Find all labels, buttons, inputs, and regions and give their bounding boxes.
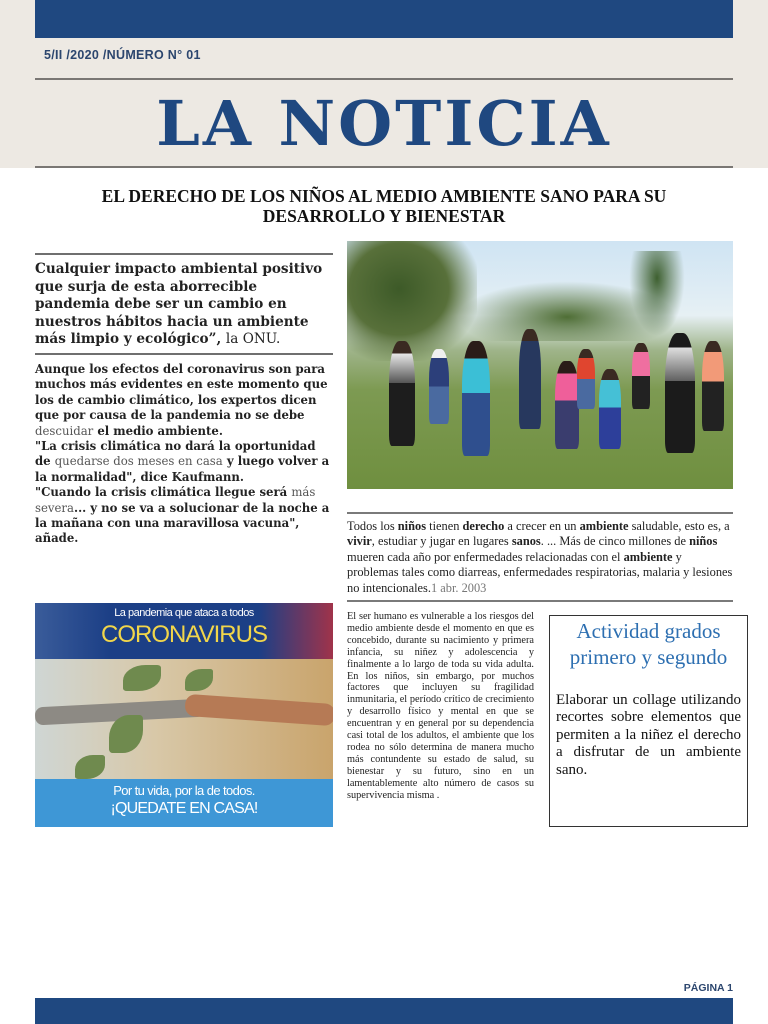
headline-line-1: EL DERECHO DE LOS NIÑOS AL MEDIO AMBIENTE SANO PARA SU xyxy=(101,186,667,206)
activity-title: Actividad grados primero y segundo xyxy=(569,619,728,669)
left-article-paragraph-3: "Cuando la crisis climática llegue será más severa... y no se va a solucionar de la noche a la mañana con una maravillosa vacuna", añade. xyxy=(35,485,330,546)
coronavirus-poster-image xyxy=(35,603,333,827)
masthead-bottom-rule xyxy=(35,166,733,168)
leaf-icon xyxy=(75,755,105,779)
activity-instructions: Elaborar un collage utilizando recortes sobre elementos que permiten a la niñez el derecho a disfrutar de un ambiente sano. xyxy=(556,692,741,778)
page-number: PÁGINA 1 xyxy=(683,982,733,994)
poster-illustration xyxy=(35,659,333,779)
top-color-bar xyxy=(35,0,733,38)
human-arm-illustration xyxy=(184,694,333,726)
left-article-paragraph-2: "La crisis climática no dará la oportunidad de quedarse dos meses en casa y luego volver a la normalidad", dice Kaufmann. xyxy=(35,439,330,484)
poster-footer xyxy=(35,779,333,827)
activity-box xyxy=(549,615,748,827)
pull-quote xyxy=(35,253,333,355)
photo-children-playing xyxy=(347,241,733,489)
middle-article: El ser humano es vulnerable a los riesgos del medio ambiente desde el momento en que es concebido, durante su nacimiento y primera infancia, su niñez y adolescencia y finalmente a lo largo de toda su vida adulta. En los niños, sin embargo, por muchos factores que incluyen su fragilidad inmunitaria, el período crítico de crecimiento y desarrollo físico y mental en que se encuentran y en general por su dependencia casi total de los adultos, el ambiente que los rodea no sólo determina de manera mucho más contundente su estado de salud, su bienestar y su futuro, sino en un lamentablemente alto número de casos su supervivencia misma . xyxy=(347,611,534,801)
masthead-title: LA NOTICIA xyxy=(156,87,612,160)
main-headline xyxy=(60,186,708,226)
pull-quote-attribution: la ONU. xyxy=(225,331,281,347)
poster-header xyxy=(35,603,333,659)
pull-quote-text: Cualquier impacto ambiental positivo que surja de esta aborrecible pandemia debe ser un cambio en nuestros hábitos hacia un ambiente más limpio y ecológico”, xyxy=(35,261,323,347)
left-article-paragraph-1: Aunque los efectos del coronavirus son para muchos más evidentes en este momento que los de cambio climático, los expertos dicen que por causa de la pandemia no se debe descuidar el medio ambiente. xyxy=(35,362,328,438)
leaf-icon xyxy=(185,669,213,691)
issue-date-number: 5/II /2020 /NÚMERO N° 01 xyxy=(44,48,201,62)
headline-line-2: DESARROLLO Y BIENESTAR xyxy=(262,206,506,226)
caption-date: 1 abr. 2003 xyxy=(430,580,487,595)
leaf-icon xyxy=(123,665,161,691)
masthead-top-rule xyxy=(35,78,733,80)
poster-slogan-1: Por tu vida, por la de todos. xyxy=(113,783,255,798)
poster-title: CORONAVIRUS xyxy=(101,621,267,648)
poster-slogan-2: ¡QUEDATE EN CASA! xyxy=(110,800,258,817)
leaf-icon xyxy=(109,715,143,753)
bottom-color-bar xyxy=(35,998,733,1024)
photo-caption: Todos los niños tienen derecho a crecer en un ambiente saludable, esto es, a vivir, estudiar y jugar en lugares sanos. ... Más de cinco millones de niños mueren cada año por enfermedades relacionadas con el ambiente y problemas tales como diarreas, enfermedades respiratorias, malaria y lesiones no intencionales.1 abr. 2003 xyxy=(347,512,733,602)
poster-subtitle: La pandemia que ataca a todos xyxy=(114,607,254,619)
left-article xyxy=(35,362,335,547)
